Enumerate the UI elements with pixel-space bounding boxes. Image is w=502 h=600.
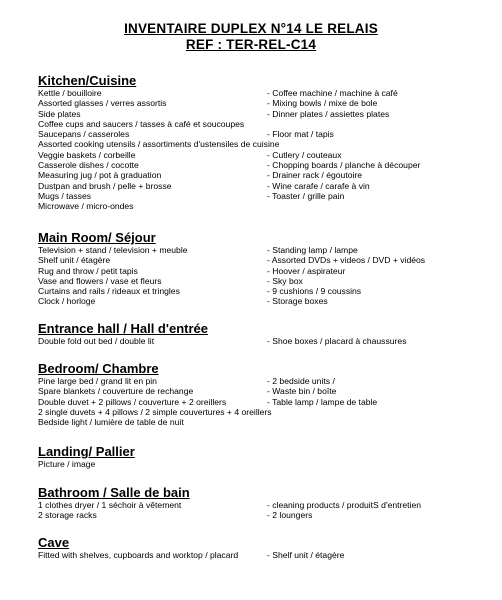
item-left: Spare blankets / couverture de rechange: [38, 386, 194, 397]
section-heading: Bathroom / Salle de bain: [38, 485, 190, 500]
item-right: - Shoe boxes / placard à chaussures: [267, 336, 407, 346]
item-left: Bedside light / lumière de table de nuit: [38, 417, 184, 428]
item-left: Veggie baskets / corbeille: [38, 149, 136, 160]
item-right: - 2 loungers: [267, 510, 313, 521]
inventory-row: [38, 245, 478, 255]
section-entrance-hall: [38, 321, 478, 346]
inventory-row: [38, 286, 478, 296]
inventory-row: [38, 139, 478, 149]
item-right: - Mixing bowls / mixe de bole: [267, 98, 378, 109]
item-left: Kettle / bouilloire: [38, 88, 102, 98]
inventory-row: [38, 88, 478, 98]
item-left: Double fold out bed / double lit: [38, 336, 155, 346]
item-right: - Chopping boards / planche à découper: [267, 160, 421, 171]
inventory-row: [38, 160, 478, 170]
item-right: - Waste bin / boîte: [267, 386, 337, 397]
inventory-row: [38, 397, 478, 407]
item-left: Casserole dishes / cocotte: [38, 160, 139, 171]
inventory-row: [38, 276, 478, 286]
inventory-row: [38, 459, 478, 469]
item-left: Pine large bed / grand lit en pin: [38, 376, 157, 386]
inventory-row: [38, 376, 478, 386]
inventory-row: [38, 191, 478, 201]
section-heading: Main Room/ Séjour: [38, 230, 156, 245]
inventory-row: [38, 119, 478, 129]
item-left: Measuring jug / pot à graduation: [38, 170, 162, 181]
item-left: Side plates: [38, 108, 81, 119]
item-right: - Shelf unit / étagère: [267, 550, 345, 560]
inventory-row: [38, 255, 478, 265]
item-left: Rug and throw / petit tapis: [38, 265, 138, 276]
item-right: - Standing lamp / lampe: [267, 245, 358, 255]
section-kitchen: [38, 73, 478, 212]
item-left: Shelf unit / étagère: [38, 255, 111, 266]
inventory-row: [38, 336, 478, 346]
inventory-row: [38, 170, 478, 180]
item-right: - Drainer rack / égoutoire: [267, 170, 363, 181]
item-left: Double duvet + 2 pillows / couverture + 2 oreillers: [38, 396, 227, 407]
inventory-row: [38, 386, 478, 396]
item-left: 2 storage racks: [38, 510, 97, 521]
item-left: Assorted glasses / verres assortis: [38, 98, 167, 109]
section-bathroom: [38, 485, 478, 521]
item-right: - Sky box: [267, 275, 303, 286]
item-right: - Assorted DVDs + videos / DVD + vidéos: [267, 255, 426, 266]
item-right: - Table lamp / lampe de table: [267, 396, 378, 407]
section-cave: [38, 535, 478, 560]
inventory-row: [38, 129, 478, 139]
item-left: Mugs / tasses: [38, 190, 92, 201]
item-right: - Coffee machine / machine à café: [267, 88, 398, 98]
section-landing: [38, 444, 478, 469]
section-heading: Kitchen/Cuisine: [38, 73, 137, 88]
inventory-row: [38, 500, 478, 510]
section-bedroom: [38, 361, 478, 427]
item-right: - 2 bedside units /: [267, 376, 335, 386]
item-right: - Hoover / aspirateur: [267, 265, 346, 276]
inventory-row: [38, 510, 478, 520]
item-left: Microwave / micro-ondes: [38, 201, 134, 212]
section-heading: Bedroom/ Chambre: [38, 361, 159, 376]
item-left: Curtains and rails / rideaux et tringles: [38, 286, 180, 297]
inventory-row: [38, 201, 478, 211]
inventory-row: [38, 296, 478, 306]
item-right: - 9 cushions / 9 coussins: [267, 286, 362, 297]
item-right: - Storage boxes: [267, 296, 328, 307]
section-heading: Landing/ Pallier: [38, 444, 135, 459]
inventory-row: [38, 109, 478, 119]
item-right: - Floor mat / tapis: [267, 129, 334, 140]
item-right: - Cutlery / couteaux: [267, 149, 342, 160]
inventory-row: [38, 181, 478, 191]
inventory-row: [38, 407, 478, 417]
item-left: 1 clothes dryer / 1 séchoir à vêtement: [38, 500, 182, 510]
section-heading: Entrance hall / Hall d'entrée: [38, 321, 208, 336]
item-right: - cleaning products / produitS d'entretien: [267, 500, 422, 510]
item-left: Saucepans / casseroles: [38, 129, 130, 140]
item-left: Assorted cooking utensils / assortiments d'ustensiles de cuisine: [38, 139, 280, 150]
item-left: Vase and flowers / vase et fleurs: [38, 275, 162, 286]
inventory-row: [38, 98, 478, 108]
item-left: Clock / horloge: [38, 296, 96, 307]
item-right: - Wine carafe / carafe à vin: [267, 180, 370, 191]
inventory-row: [38, 150, 478, 160]
section-heading: Cave: [38, 535, 70, 550]
item-left: 2 single duvets + 4 pillows / 2 simple couvertures + 4 oreillers: [38, 406, 272, 417]
item-left: Picture / image: [38, 459, 96, 469]
document-title: INVENTAIRE DUPLEX N°14 LE RELAIS: [124, 21, 378, 36]
item-left: Fitted with shelves, cupboards and worktop / placard: [38, 550, 239, 560]
item-right: - Dinner plates / assiettes plates: [267, 108, 390, 119]
section-main-room: [38, 230, 478, 307]
item-left: Television + stand / television + meuble: [38, 245, 188, 255]
inventory-row: [38, 417, 478, 427]
inventory-row: [38, 550, 478, 560]
item-left: Dustpan and brush / pelle + brosse: [38, 180, 172, 191]
document-reference: REF : TER-REL-C14: [185, 37, 317, 52]
item-left: Coffee cups and saucers / tasses à café et soucoupes: [38, 118, 245, 129]
inventory-row: [38, 266, 478, 276]
item-right: - Toaster / grille pain: [267, 190, 345, 201]
